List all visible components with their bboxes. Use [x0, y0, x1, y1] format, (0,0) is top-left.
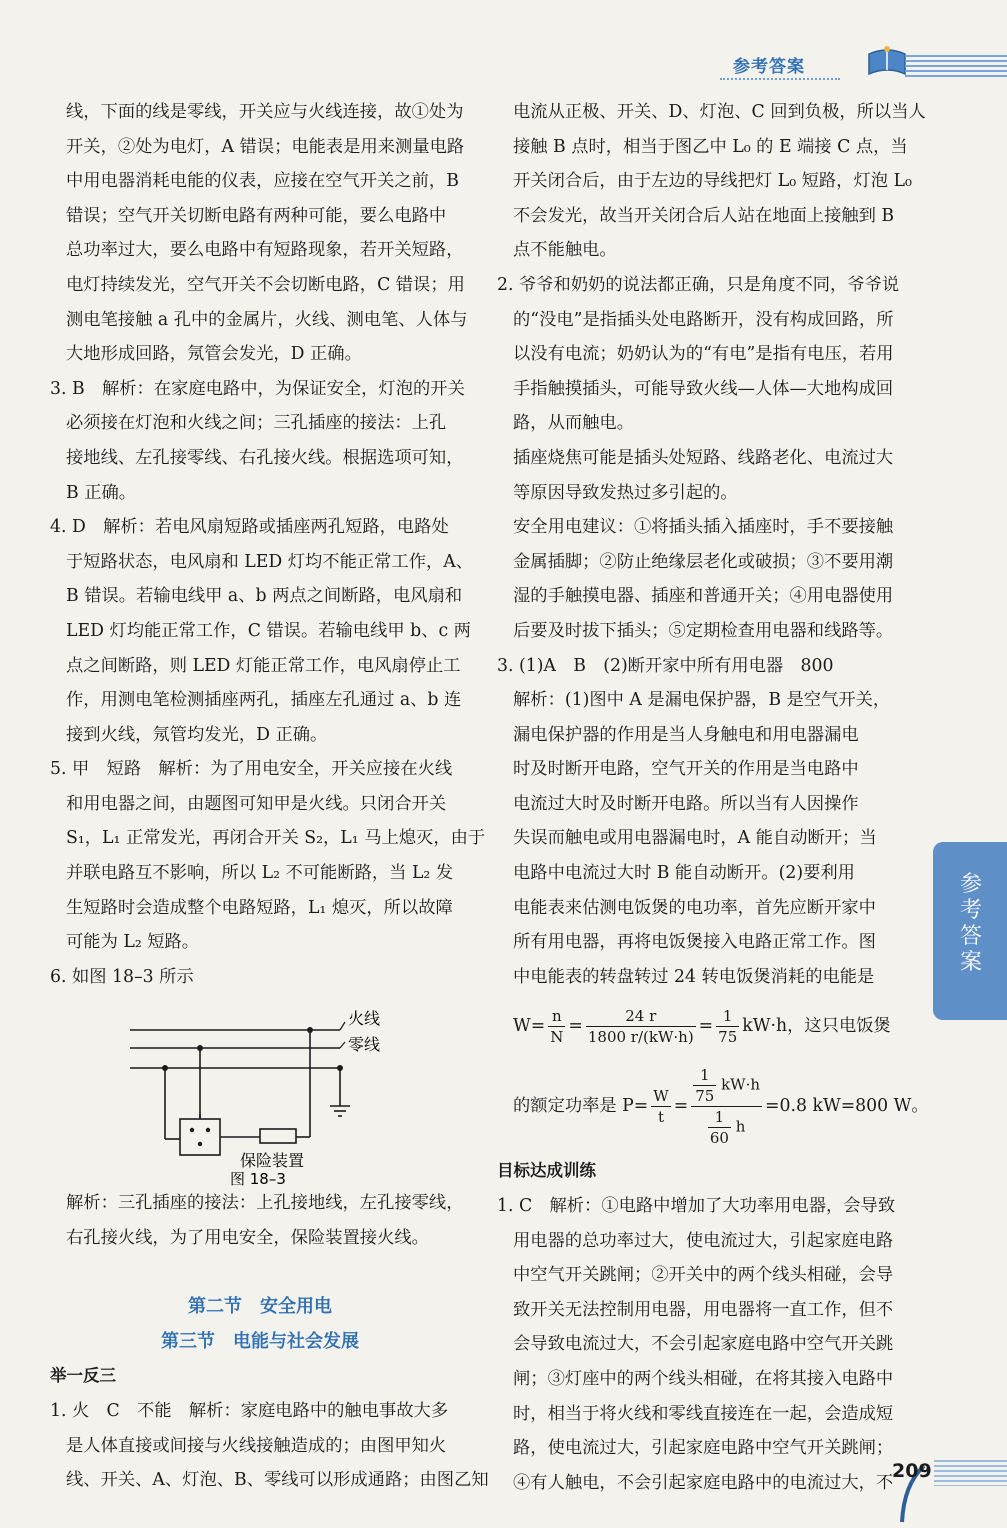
text-line: 以没有电流；奶奶认为的“有电”是指有电压，若用 — [513, 344, 894, 365]
text-line: 中电能表的转盘转过 24 转电饭煲消耗的电能是 — [513, 966, 875, 987]
frac-num: 1 — [693, 1065, 716, 1086]
header-title: 参考答案 — [733, 57, 805, 77]
text-line: 等原因导致发热过多引起的。 — [513, 482, 738, 503]
right-column — [497, 95, 929, 1500]
text-line: 生短路时会造成整个电路短路，L₁ 熄灭，所以故障 — [66, 897, 453, 918]
text-line: 3. B 解析：在家庭电路中，为保证安全，灯泡的开关 — [50, 378, 465, 399]
text-line: 2. 爷爷和奶奶的说法都正确，只是角度不同，爷爷说 — [497, 274, 900, 295]
frac-num: 1 — [708, 1107, 731, 1128]
subheading-practice: 举一反三 — [50, 1366, 116, 1386]
text-line: B 错误。若输电线甲 a、b 两点之间断路，电风扇和 — [66, 586, 463, 607]
text-line: 电流过大时及时断开电路。所以当有人因操作 — [513, 793, 859, 814]
text-line: B 正确。 — [66, 482, 137, 503]
text-line: 致开关无法控制用电器，用电器将一直工作，但不 — [513, 1299, 894, 1320]
book-icon — [866, 44, 908, 80]
formula-tail: kW·h，这只电饭煲 — [742, 1016, 891, 1037]
circuit-figure — [50, 994, 470, 1186]
text-line: 于短路状态，电风扇和 LED 灯均不能正常工作，A、 — [66, 551, 474, 572]
text-line: 接地线、左孔接零线、右孔接火线。根据选项可知， — [66, 447, 464, 468]
text-line: 4. D 解析：若电风扇短路或插座两孔短路，电路处 — [50, 517, 449, 538]
text-line: 用电器的总功率过大，使电流过大，引起家庭电路 — [513, 1230, 894, 1251]
label-neutral-line: 零线 — [348, 1035, 381, 1055]
figure-caption: 图 18–3 — [230, 1170, 286, 1187]
text-line: 是人体直接或间接与火线接触造成的；由图甲知火 — [66, 1435, 447, 1456]
header-dotted-rule — [720, 78, 840, 80]
text-line: S₁，L₁ 正常发光，再闭合开关 S₂，L₁ 马上熄灭，由于 — [66, 828, 486, 849]
text-line: 右孔接火线，为了用电安全，保险装置接火线。 — [66, 1228, 429, 1249]
text-line: 金属插脚；②防止绝缘层老化或破损；③不要用潮 — [513, 551, 894, 572]
unit: kW·h — [721, 1075, 761, 1094]
text-line: 安全用电建议：①将插头插入插座时，手不要接触 — [513, 517, 894, 538]
text-line: 电流从正极、开关、D、灯泡、C 回到负极，所以当人 — [513, 102, 926, 122]
frac-den: N — [550, 1028, 564, 1047]
text-line: 总功率过大，要么电路中有短路现象，若开关短路， — [66, 240, 464, 261]
text-line: 手指触摸插头，可能导致火线—人体—大地构成回 — [513, 378, 894, 399]
side-tab-label: 参考答案 — [959, 872, 982, 975]
frac-den: 60 — [709, 1129, 729, 1148]
text-line: 漏电保护器的作用是当人身触电和用电器漏电 — [513, 724, 859, 745]
text-line: 中空气开关跳闸；②开关中的两个线头相碰，会导 — [513, 1265, 894, 1286]
page-header — [0, 0, 1007, 90]
equals: = — [698, 1016, 714, 1037]
text-line: 电路中电流过大时 B 能自动断开。(2)要利用 — [513, 863, 855, 884]
text-line: 湿的手触摸电器、插座和普通开关；④用电器使用 — [513, 586, 894, 607]
frac-num: W — [653, 1087, 669, 1106]
text-line: 1. 火 C 不能 解析：家庭电路中的触电事故大多 — [50, 1401, 449, 1421]
text-line: 中用电器消耗电能的仪表，应接在空气开关之前，B — [66, 171, 459, 192]
label-fuse: 保险装置 — [240, 1151, 305, 1171]
frac-den: 75 — [718, 1028, 738, 1047]
text-line: 解析：(1)图中 A 是漏电保护器，B 是空气开关， — [513, 690, 891, 711]
text-line: 会导致电流过大，不会引起家庭电路中空气开关跳 — [513, 1334, 894, 1355]
unit: h — [735, 1117, 746, 1136]
formula-head: 的额定功率是 P= — [513, 1096, 649, 1117]
formula-w: W= — [513, 1016, 546, 1037]
text-line: 路，使电流过大，引起家庭电路中空气开关跳闸； — [513, 1438, 894, 1459]
section-heading-3: 第三节 电能与社会发展 — [161, 1330, 359, 1352]
equals: = — [673, 1096, 689, 1117]
section-heading-2: 第二节 安全用电 — [188, 1296, 332, 1318]
text-line: 和用电器之间，由题图可知甲是火线。只闭合开关 — [66, 793, 447, 814]
text-line: 闸；③灯座中的两个线头相碰，在将其接入电路中 — [513, 1369, 894, 1389]
text-line: 时，相当于将火线和零线直接连在一起，会造成短 — [513, 1403, 894, 1424]
text-line: 大地形成回路，氖管会发光，D 正确。 — [66, 344, 362, 365]
text-line: 线、开关、A、灯泡、B、零线可以形成通路；由图乙知 — [66, 1470, 489, 1491]
side-tab — [933, 842, 1007, 1020]
text-line: 点之间断路，则 LED 灯能正常工作，电风扇停止工 — [66, 655, 461, 676]
text-line: 电灯持续发光，空气开关不会切断电路，C 错误；用 — [66, 274, 465, 295]
formula-power — [497, 1058, 929, 1154]
text-line: ④有人触电，不会引起家庭电路中的电流过大，不 — [513, 1472, 894, 1493]
text-line: 可能为 L₂ 短路。 — [66, 932, 200, 953]
text-line: LED 灯均能正常工作，C 错误。若输电线甲 b、c 两 — [66, 620, 471, 641]
text-line: 并联电路互不影响，所以 L₂ 不可能断路，当 L₂ 发 — [66, 863, 454, 884]
frac-num: 1 — [716, 1006, 739, 1027]
text-line: 电能表来估测电饭煲的电功率，首先应断开家中 — [513, 897, 876, 918]
formula-energy — [497, 994, 917, 1058]
text-line: 开关闭合后，由于左边的导线把灯 L₀ 短路，灯泡 L₀ — [513, 171, 912, 192]
text-line: 3. (1)A B (2)断开家中所有用电器 800 — [497, 655, 834, 676]
text-line: 作，用测电笔检测插座两孔，插座左孔通过 a、b 连 — [66, 690, 462, 711]
text-line: 接触 B 点时，相当于图乙中 L₀ 的 E 端接 C 点，当 — [513, 136, 908, 157]
text-line: 不会发光，故当开关闭合后人站在地面上接触到 B — [513, 205, 895, 226]
text-line: 失误而触电或用电器漏电时，A 能自动断开；当 — [513, 828, 877, 849]
text-line: 必须接在灯泡和火线之间；三孔插座的接法：上孔 — [66, 413, 447, 434]
text-line: 后要及时拔下插头；⑤定期检查用电器和线路等。 — [513, 620, 894, 641]
text-line: 错误；空气开关切断电路有两种可能，要么电路中 — [66, 205, 447, 226]
text-line: 插座烧焦可能是插头处短路、线路老化、电流过大 — [513, 447, 894, 468]
text-line: 的“没电”是指插头处电路断开，没有构成回路，所 — [513, 309, 894, 330]
text-line: 时及时断开电路，空气开关的作用是当电路中 — [513, 759, 859, 780]
label-fire-line: 火线 — [348, 1009, 381, 1029]
equals: = — [568, 1016, 583, 1037]
text-line: 解析：三孔插座的接法：上孔接地线，左孔接零线， — [66, 1193, 464, 1214]
frac-num: 24 r — [586, 1006, 696, 1027]
text-line: 测电笔接触 a 孔中的金属片，火线、测电笔、人体与 — [66, 309, 468, 330]
text-line: 点不能触电。 — [513, 240, 617, 261]
text-line: 接到火线，氖管均发光，D 正确。 — [66, 724, 328, 745]
text-line: 线，下面的线是零线，开关应与火线连接，故①处为 — [66, 102, 464, 122]
text-line: 所有用电器，再将电饭煲接入电路正常工作。图 — [513, 932, 876, 953]
footer-stripes — [934, 1460, 1007, 1486]
left-column — [50, 95, 489, 1498]
formula-tail: =0.8 kW=800 W。 — [765, 1096, 929, 1117]
text-line: 路，从而触电。 — [513, 413, 634, 434]
text-line: 6. 如图 18–3 所示 — [50, 966, 194, 987]
page-number: 209 — [892, 1460, 932, 1482]
header-stripes — [905, 55, 1007, 77]
text-line: 5. 甲 短路 解析：为了用电安全，开关应接在火线 — [50, 759, 453, 780]
frac-num: n — [548, 1006, 565, 1027]
frac-den: 1800 r/(kW·h) — [587, 1028, 694, 1047]
subheading-training: 目标达成训练 — [497, 1161, 596, 1181]
text-line: 1. C 解析：①电路中增加了大功率用电器，会导致 — [497, 1196, 896, 1217]
frac-den: 75 — [695, 1087, 715, 1106]
text-line: 开关，②处为电灯，A 错误；电能表是用来测量电路 — [66, 136, 465, 157]
frac-den: t — [657, 1108, 665, 1127]
